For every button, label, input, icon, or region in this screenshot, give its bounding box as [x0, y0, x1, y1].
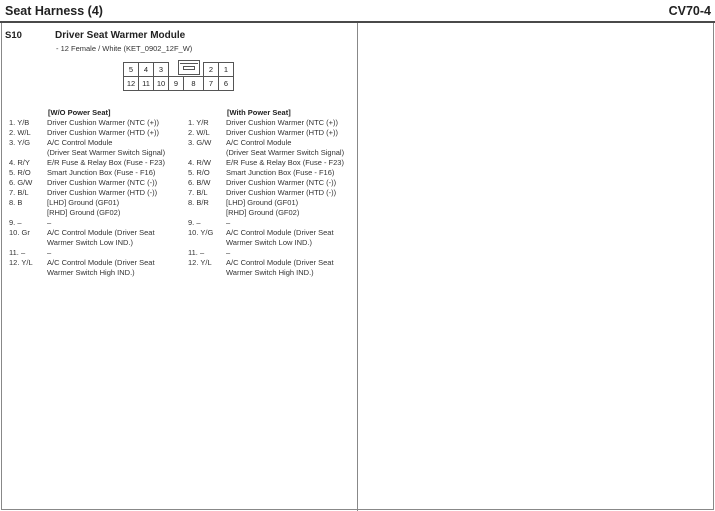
pin-row	[9, 248, 184, 258]
pin-cell: 3	[153, 62, 169, 77]
pin-description-line: Driver Cushion Warmer (NTC (+))	[47, 118, 160, 127]
pin-description-line: [RHD] Ground (GF02)	[226, 208, 300, 217]
pin-description-line: Driver Cushion Warmer (NTC (+))	[226, 118, 339, 127]
pin-number-color: 4. R/W	[188, 158, 211, 167]
pin-description	[226, 248, 356, 258]
pin-description	[47, 168, 184, 178]
pin-description-line: E/R Fuse & Relay Box (Fuse - F23)	[47, 158, 165, 167]
pin-number-color: 9. –	[9, 218, 22, 227]
pin-cell: 9	[168, 76, 184, 91]
pin-list-wo-power-seat	[9, 118, 184, 278]
page-title: Seat Harness (4)	[5, 4, 103, 18]
pin-cell: 10	[153, 76, 169, 91]
connector-latch-icon	[178, 60, 200, 75]
pin-description	[226, 178, 356, 188]
pin-description-line: [LHD] Ground (GF01)	[226, 198, 299, 207]
pin-row	[188, 128, 356, 138]
pin-row	[9, 168, 184, 178]
pin-number-color: 6. G/W	[9, 178, 33, 187]
pin-row	[188, 178, 356, 188]
pin-description	[226, 218, 356, 228]
pin-number-color: 7. B/L	[188, 188, 208, 197]
pin-description-line: A/C Control Module (Driver Seat	[226, 258, 334, 267]
pin-description	[47, 128, 184, 138]
pin-row	[188, 138, 356, 158]
connector-spec: - 12 Female / White (KET_0902_12F_W)	[56, 44, 193, 53]
module-name: Driver Seat Warmer Module	[55, 30, 186, 41]
pin-description-line: A/C Control Module	[47, 138, 113, 147]
pin-description-line: E/R Fuse & Relay Box (Fuse - F23)	[226, 158, 344, 167]
pin-row	[9, 188, 184, 198]
pin-description-line: Warmer Switch High IND.)	[47, 268, 135, 277]
pin-cell: 5	[123, 62, 139, 77]
pin-cell: 4	[138, 62, 154, 77]
pin-row	[188, 188, 356, 198]
connector-id: S10	[5, 30, 22, 41]
pin-description	[47, 258, 184, 278]
pin-number-color: 5. R/O	[9, 168, 31, 177]
pin-description-line: A/C Control Module (Driver Seat	[47, 258, 155, 267]
pin-number-color: 4. R/Y	[9, 158, 30, 167]
pin-description-line: Smart Junction Box (Fuse - F16)	[226, 168, 335, 177]
pin-description-line: Warmer Switch Low IND.)	[47, 238, 133, 247]
pin-number-color: 5. R/O	[188, 168, 210, 177]
page-header	[0, 0, 715, 23]
pin-description	[47, 218, 184, 228]
pin-number-color: 10. Y/G	[188, 228, 214, 237]
pin-number-color: 6. B/W	[188, 178, 211, 187]
pin-description	[47, 138, 184, 158]
pin-number-color: 3. G/W	[188, 138, 212, 147]
pin-number-color: 9. –	[188, 218, 201, 227]
pin-description-line: Warmer Switch High IND.)	[226, 268, 314, 277]
pin-description	[47, 228, 184, 248]
pin-description-line: A/C Control Module (Driver Seat	[47, 228, 155, 237]
pin-number-color: 11. –	[9, 248, 26, 257]
pin-description	[226, 198, 356, 218]
pin-description	[226, 258, 356, 278]
pin-number-color: 12. Y/L	[9, 258, 33, 267]
pin-description	[226, 118, 356, 128]
pin-description	[47, 248, 184, 258]
pin-number-color: 3. Y/G	[9, 138, 31, 147]
pin-cell: 12	[123, 76, 139, 91]
pin-number-color: 12. Y/L	[188, 258, 212, 267]
pin-description-line: (Driver Seat Warmer Switch Signal)	[226, 148, 345, 157]
pin-number-color: 10. Gr	[9, 228, 30, 237]
pin-cell: 11	[138, 76, 154, 91]
pin-description-line: [RHD] Ground (GF02)	[47, 208, 121, 217]
pin-row	[9, 228, 184, 248]
pin-number-color: 1. Y/R	[188, 118, 209, 127]
pin-number-color: 8. B	[9, 198, 23, 207]
pin-row	[9, 258, 184, 278]
pin-description	[47, 178, 184, 188]
pin-row	[9, 128, 184, 138]
pin-description-line: Driver Cushion Warmer (HTD (+))	[226, 128, 339, 137]
pin-description-line: A/C Control Module (Driver Seat	[226, 228, 334, 237]
pin-row	[188, 118, 356, 128]
pin-description-line: –	[226, 218, 231, 227]
pin-description-line: Driver Cushion Warmer (NTC (-))	[226, 178, 337, 187]
pin-number-color: 1. Y/B	[9, 118, 30, 127]
pin-row	[188, 198, 356, 218]
pin-description	[47, 158, 184, 168]
pin-description-line: Smart Junction Box (Fuse - F16)	[47, 168, 156, 177]
pin-description	[226, 188, 356, 198]
pin-cell: 8	[183, 76, 204, 91]
pin-cell: 1	[218, 62, 234, 77]
pin-description-line: –	[47, 248, 52, 257]
pin-row	[9, 198, 184, 218]
pin-row	[188, 168, 356, 178]
pin-number-color: 2. W/L	[9, 128, 31, 137]
pin-description-line: A/C Control Module	[226, 138, 292, 147]
pin-row	[188, 258, 356, 278]
pin-number-color: 7. B/L	[9, 188, 29, 197]
pin-description	[47, 118, 184, 128]
pin-row	[188, 218, 356, 228]
connector-diagram	[120, 60, 237, 91]
pin-description	[226, 158, 356, 168]
pin-description	[47, 198, 184, 218]
pin-description	[226, 168, 356, 178]
pin-description-line: Driver Cushion Warmer (NTC (-))	[47, 178, 158, 187]
pin-description-line: Driver Cushion Warmer (HTD (+))	[47, 128, 160, 137]
heading-wo-power-seat: [W/O Power Seat]	[48, 108, 111, 117]
pin-row	[188, 248, 356, 258]
pin-row	[9, 218, 184, 228]
pin-number-color: 8. B/R	[188, 198, 209, 207]
pin-description	[47, 188, 184, 198]
pin-row	[188, 228, 356, 248]
heading-with-power-seat: [With Power Seat]	[227, 108, 291, 117]
pin-description-line: –	[226, 248, 231, 257]
column-divider	[357, 23, 358, 511]
pin-row	[9, 138, 184, 158]
pin-row	[9, 158, 184, 168]
pin-number-color: 11. –	[188, 248, 205, 257]
pin-description	[226, 138, 356, 158]
page-code: CV70-4	[668, 4, 711, 18]
pin-description-line: Warmer Switch Low IND.)	[226, 238, 312, 247]
pin-description	[226, 228, 356, 248]
pin-row	[188, 158, 356, 168]
pin-row	[9, 178, 184, 188]
pin-cell: 7	[203, 76, 219, 91]
pin-cell: 6	[218, 76, 234, 91]
pin-row	[9, 118, 184, 128]
pin-description-line: (Driver Seat Warmer Switch Signal)	[47, 148, 166, 157]
pin-cell: 2	[203, 62, 219, 77]
pin-description	[226, 128, 356, 138]
pin-list-with-power-seat	[188, 118, 356, 278]
pin-description-line: –	[47, 218, 52, 227]
pin-description-line: Driver Cushion Warmer (HTD (-))	[226, 188, 337, 197]
pin-description-line: [LHD] Ground (GF01)	[47, 198, 120, 207]
pin-number-color: 2. W/L	[188, 128, 210, 137]
pin-description-line: Driver Cushion Warmer (HTD (-))	[47, 188, 158, 197]
